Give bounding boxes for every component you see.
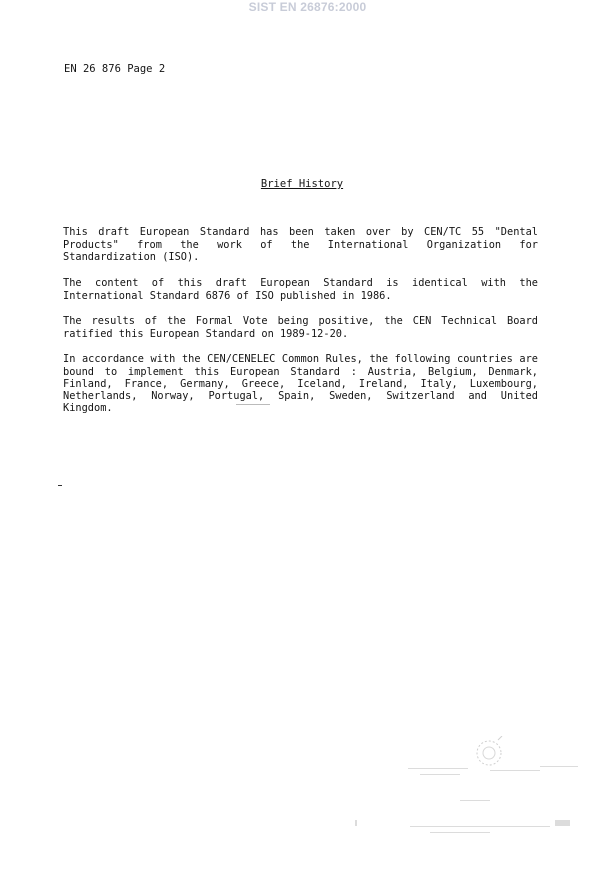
paragraph-ratification: The results of the Formal Vote being positive, the CEN Technical Board ratified this European Standard on 1989-12-20. [63,315,538,340]
paragraph-identity: The content of this draft European Standard is identical with the International Standard 6876 of ISO published in 1986. [63,277,538,302]
paragraph-countries: In accordance with the CEN/CENELEC Common Rules, the following countries are bound to implement this European Standard : Austria, Belgium, Denmark, Finland, France, Germany, Greece, Iceland, Ireland, Italy, Luxembourg, Netherlands, Norway, Portugal, Spain, Sweden, Switzerland and United Kingdom. [63,353,538,415]
scan-artifact-dash [58,485,62,486]
document-watermark: SIST EN 26876:2000 [248,0,367,14]
scan-noise-dots [350,760,590,840]
scan-artifact-rule [236,404,270,405]
page-reference: EN 26 876 Page 2 [64,63,166,75]
section-title: Brief History [260,178,344,190]
paragraph-adoption: This draft European Standard has been taken over by CEN/TC 55 "Dental Products" from the work of the International Organization for Standardization (ISO). [63,226,538,263]
